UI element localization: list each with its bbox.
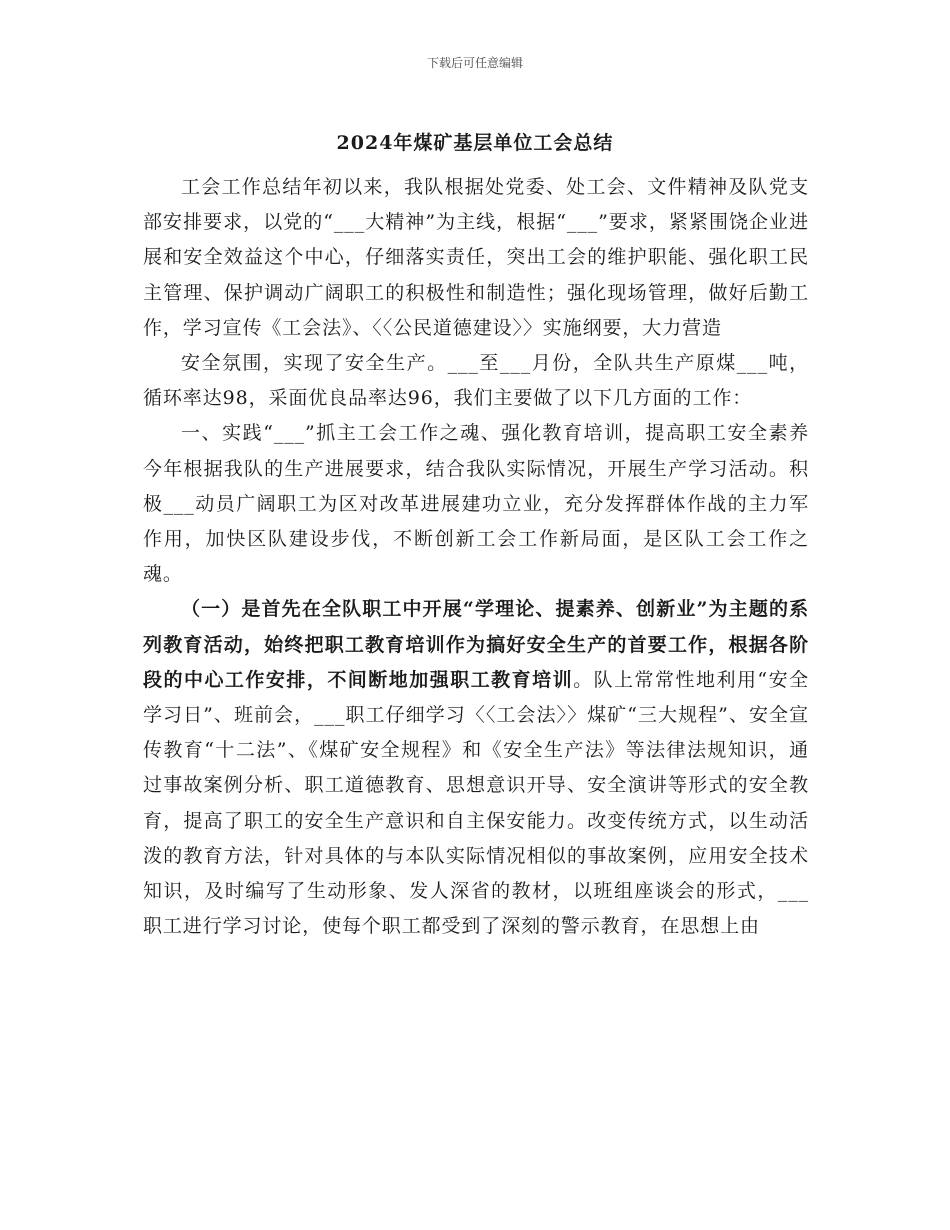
document-title: 2024年煤矿基层单位工会总结 bbox=[336, 132, 614, 154]
subsection-bold-text: （一）是首先在全队职工中开展“学理论、提素养、创新业”为主题的系列教育活动，始终把职工教育培训作为搞好安全生产的首要工作，根据各阶段的中心工作安排，不间断地加强职工教育培训 bbox=[143, 598, 809, 691]
document-body bbox=[143, 170, 809, 944]
paragraph-intro: 工会工作总结年初以来，我队根据处党委、处工会、文件精神及队党支部安排要求，以党的“___大精神”为主线，根据“___”要求，紧紧围饶企业进展和安全效益这个中心，仔细落实责任，突出工会的维护职能、强化职工民主管理、保护调动广阔职工的积极性和制造性；强化现场管理，做好后勤工作，学习宣传《工会法》、〈〈公民道德建设〉〉实施纲要，大力营造 bbox=[143, 176, 809, 339]
header-note: 下载后可任意编辑 bbox=[426, 56, 523, 70]
paragraph-section-one: 一、实践“___”抓主工会工作之魂、强化教育培训，提高职工安全素养今年根据我队的生产进展要求，结合我队实际情况，开展生产学习活动。积极___动员广阔职工为区对改革进展建功立业，充分发挥群体作战的主力军作用，加快区队建设步伐，不断创新工会工作新局面，是区队工会工作之魂。 bbox=[143, 422, 809, 586]
paragraph-production: 安全氛围，实现了安全生产。___至___月份，全队共生产原煤___吨，循环率达98，采面优良品率达96，我们主要做了以下几方面的工作： bbox=[143, 352, 809, 410]
paragraph-subsection-one bbox=[143, 592, 809, 944]
subsection-normal-text: 。队上常常性地利用“安全学习日”、班前会，___职工仔细学习〈〈工会法〉〉煤矿“三大规程”、安全宣传教育“十二法”、《煤矿安全规程》和《安全生产法》等法律法规知识，通过事故案例分析、职工道德教育、思想意识开导、安全演讲等形式的安全教育，提高了职工的安全生产意识和自主保安能力。改变传统方式，以生动活泼的教育方法，针对具体的与本队实际情况相似的事故案例，应用安全技术知识，及时编写了生动形象、发人深省的教材，以班组座谈会的形式，___职工进行学习讨论，使每个职工都受到了深刻的警示教育，在思想上由 bbox=[143, 668, 809, 938]
